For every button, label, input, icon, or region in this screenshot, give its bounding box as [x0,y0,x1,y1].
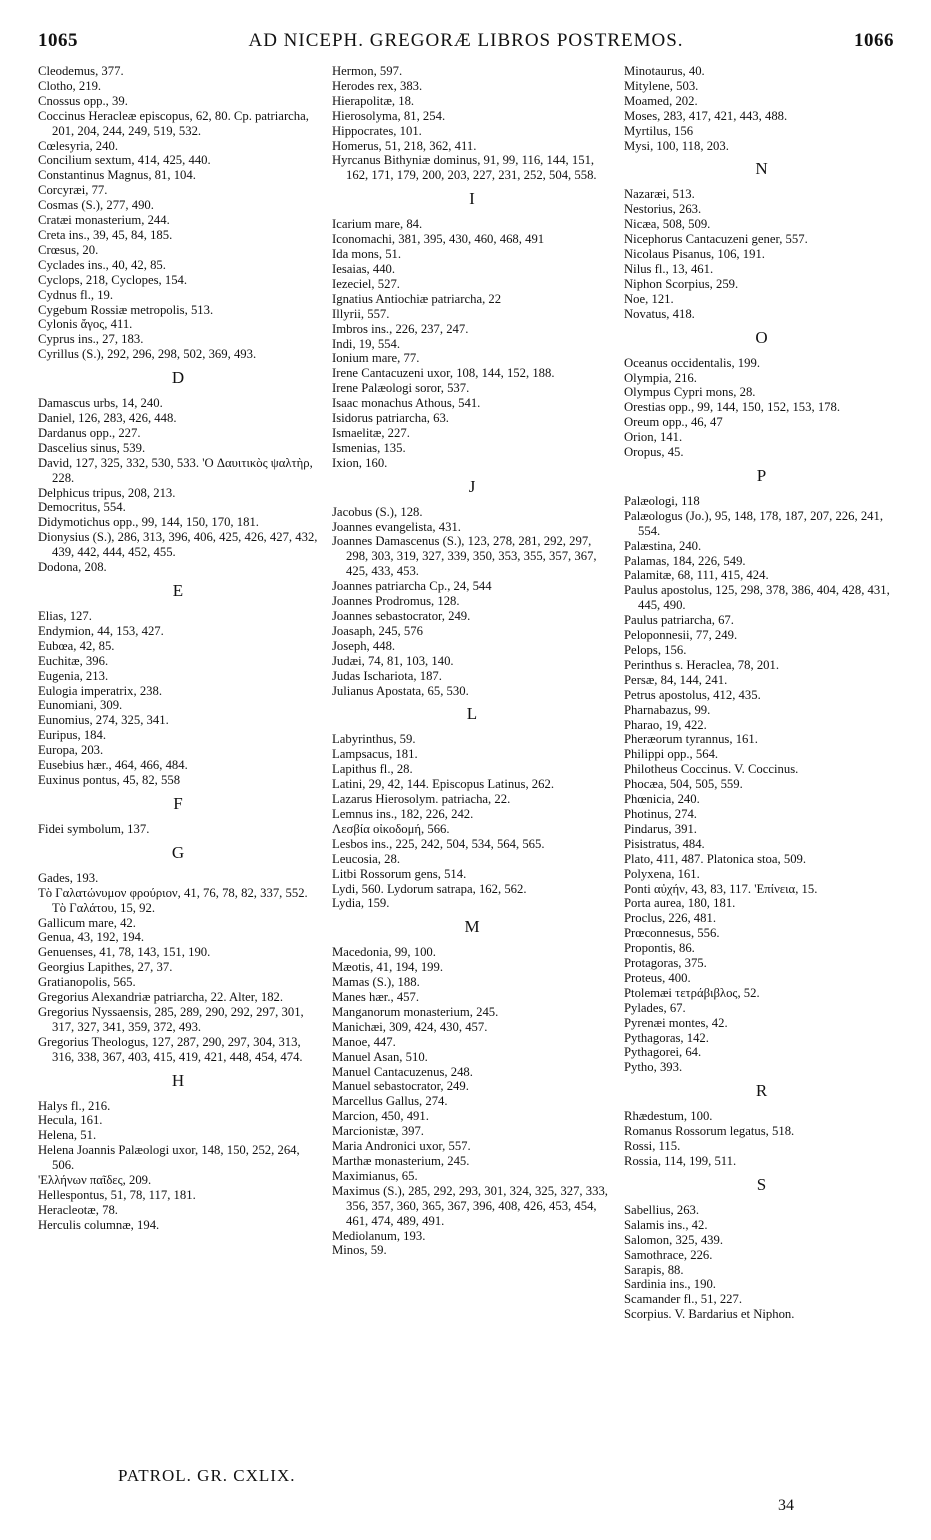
index-entry: Minos, 59. [332,1243,387,1258]
index-entry: Iezeciel, 527. [332,276,400,291]
index-entry: Joannes Damascenus (S.), 123, 278, 281, 292, 297, 298, 303, 319, 327, 339, 350, 353, 355, 357, 367, 425, 433, 453. [332,534,597,579]
index-entry: Manes hær., 457. [332,990,420,1005]
index-entry: Nilus fl., 13, 461. [624,261,714,276]
index-entry: Dodona, 208. [38,560,107,575]
index-entry: Latini, 29, 42, 144. Episcopus Latinus, 262. [332,777,555,792]
index-entry: Hyrcanus Bithyniæ dominus, 91, 99, 116, 144, 151, 162, 171, 179, 200, 203, 227, 231, 252, 504, 558. [332,153,597,183]
index-entry: Marcionistæ, 397. [332,1124,424,1139]
section-letter: D [171,368,185,388]
index-entry: Prœconnesus, 556. [624,926,720,941]
index-entry: Sarapis, 88. [624,1262,684,1277]
index-entry: Ignatius Antiochiæ patriarcha, 22 [332,291,502,306]
index-entry: Jacobus (S.), 128. [332,504,423,519]
index-entry: Nazaræi, 513. [624,187,695,202]
index-entry: Pharao, 19, 422. [624,717,707,732]
index-entry: Pharnabazus, 99. [624,702,711,717]
index-entry: Novatus, 418. [624,306,695,321]
index-entry: Lampsacus, 181. [332,747,418,762]
index-entry: Ionium mare, 77. [332,351,420,366]
index-entry: Gregorius Theologus, 127, 287, 290, 297, 304, 313, 316, 338, 367, 403, 415, 419, 421, 448, 454, 474. [38,1034,303,1064]
index-entry: Maximianus, 65. [332,1168,418,1183]
index-entry: Helena Joannis Palæologi uxor, 148, 150, 252, 264, 506. [38,1143,300,1173]
index-entry: Ismaelitæ, 227. [332,425,410,440]
index-entry: Manganorum monasterium, 245. [332,1004,499,1019]
index-entry: Photinus, 274. [624,806,697,821]
index-entry: Cydnus fl., 19. [38,287,114,302]
index-entry: Cnossus opp., 39. [38,93,128,108]
index-entry: Clotho, 219. [38,78,102,93]
index-entry: Mamas (S.), 188. [332,975,420,990]
index-entry: Cleodemus, 377. [38,64,124,78]
index-entry: Pytho, 393. [624,1060,683,1075]
index-entry: Ponti αὐχήν, 43, 83, 117. 'Επίνεια, 15. [624,881,818,896]
index-entry: Palæstina, 240. [624,538,702,553]
index-entry: Pythagorei, 64. [624,1045,702,1060]
signature-mark: PATROL. GR. CXLIX. [118,1466,296,1485]
index-entry: Cyprus ins., 27, 183. [38,332,144,347]
index-entry: Dionysius (S.), 286, 313, 396, 406, 425, 426, 427, 432, 439, 442, 444, 452, 455. [38,530,318,560]
index-entry: Marcion, 450, 491. [332,1109,429,1124]
section-letter: I [469,189,475,209]
index-entry: Hierapolitæ, 18. [332,93,415,108]
index-entry: Gratianopolis, 565. [38,975,136,990]
index-entry: Olympus Cypri mons, 28. [624,385,756,400]
index-entry: Ixion, 160. [332,455,388,470]
index-entry: Salamis ins., 42. [624,1217,708,1232]
index-entry: Pelops, 156. [624,643,687,657]
index-entry: Genuenses, 41, 78, 143, 151, 190. [38,945,211,960]
index-entry: Eugenia, 213. [38,668,109,683]
index-entry: Samothrace, 226. [624,1247,713,1262]
index-entry: Joannes patriarcha Cp., 24, 544 [332,579,492,594]
index-column-2 [332,64,612,1258]
index-entry: Manuel sebastocrator, 249. [332,1079,469,1094]
index-entry: Lapithus fl., 28. [332,762,413,777]
index-entry: Coccinus Heracleæ episcopus, 62, 80. Cp. patriarcha, 201, 204, 244, 249, 519, 532. [38,108,309,138]
index-entry: Cyclops, 218, Cyclopes, 154. [38,272,188,287]
index-entry: Euxinus pontus, 45, 82, 558 [38,772,181,787]
index-entry: Isaac monachus Athous, 541. [332,396,481,411]
index-entry: Dardanus opp., 227. [38,425,141,440]
index-entry: Propontis, 86. [624,941,695,956]
index-entry: Scorpius. V. Bardarius et Niphon. [624,1307,795,1322]
index-entry: 'Ελλήνων παῖδες, 209. [38,1173,152,1188]
index-entry: Cœlesyria, 240. [38,138,118,153]
index-entry: Lemnus ins., 182, 226, 242. [332,806,474,821]
index-entry: Plato, 411, 487. Platonica stoa, 509. [624,851,807,866]
index-entry: Pheræorum tyrannus, 161. [624,732,758,747]
index-entry: Persæ, 84, 144, 241. [624,672,728,687]
index-entry: Europa, 203. [38,743,104,758]
index-entry: Cygebum Rossiæ metropolis, 513. [38,302,214,317]
index-entry: Euripus, 184. [38,728,107,743]
section-letter: E [172,581,184,600]
index-entry: Niphon Scorpius, 259. [624,276,739,291]
index-entry: Gregorius Alexandriæ patriarcha, 22. Alter, 182. [38,990,284,1005]
section-letter: H [171,1070,185,1090]
index-entry: Cyrillus (S.), 292, 296, 298, 502, 369, 493. [38,347,257,362]
index-entry: Cylonis ἄγος, 411. [38,317,133,332]
index-entry: Elias, 127. [38,609,92,623]
index-entry: Porta aurea, 180, 181. [624,896,736,911]
index-entry: Maximus (S.), 285, 292, 293, 301, 324, 325, 327, 333, 356, 357, 360, 365, 367, 396, 408, 426, 453, 454, 461, 474, 489, 491. [332,1183,608,1228]
index-entry: Manuel Asan, 510. [332,1049,428,1064]
index-entry: Sardinia ins., 190. [624,1277,716,1292]
index-entry: Leucosia, 28. [332,851,400,866]
section-letter: O [755,327,768,347]
index-entry: Cyclades ins., 40, 42, 85. [38,257,166,272]
index-entry: Orestias opp., 99, 144, 150, 152, 153, 178. [624,400,841,415]
index-column-1 [38,64,318,1233]
section-letter: M [464,917,480,937]
index-entry: Salomon, 325, 439. [624,1232,724,1247]
index-entry: Democritus, 554. [38,500,126,515]
index-entry: Manoe, 447. [332,1034,396,1049]
index-entry: Mysi, 100, 118, 203. [624,138,729,153]
index-entry: Paulus patriarcha, 67. [624,613,734,628]
index-entry: David, 127, 325, 332, 530, 533. 'O Δαυιτικὸς ψαλτὴρ, 228. [38,455,313,485]
index-entry: Herculis columnæ, 194. [38,1217,160,1232]
index-entry: Olympia, 216. [624,370,697,385]
index-entry: Phocæa, 504, 505, 559. [624,777,743,792]
index-entry: Iconomachi, 381, 395, 430, 460, 468, 491 [332,232,545,247]
index-entry: Icarium mare, 84. [332,217,423,232]
index-entry: Hermon, 597. [332,64,403,78]
index-entry: Palæologi, 118 [624,493,700,508]
page-header [38,30,894,56]
index-entry: Pythagoras, 142. [624,1030,709,1045]
index-entry: Homerus, 51, 218, 362, 411. [332,138,477,153]
index-entry: Hellespontus, 51, 78, 117, 181. [38,1188,196,1202]
index-entry: Euchitæ, 396. [38,653,109,668]
index-entry: Cratæi monasterium, 244. [38,213,170,228]
index-entry: Gallicum mare, 42. [38,915,136,930]
section-letter: F [173,793,183,813]
index-entry: Lydi, 560. Lydorum satrapa, 162, 562. [332,881,527,896]
index-entry: Damascus urbs, 14, 240. [38,396,163,411]
index-column-3 [624,64,899,1322]
index-entry: Julianus Apostata, 65, 530. [332,683,469,698]
index-entry: Marthæ monasterium, 245. [332,1154,470,1168]
index-entry: Eunomiani, 309. [38,698,123,713]
index-entry: Litbi Rossorum gens, 514. [332,866,467,881]
index-entry: Petrus apostolus, 412, 435. [624,687,761,702]
index-entry: Crœsus, 20. [38,242,99,257]
index-entry: Perinthus s. Heraclea, 78, 201. [624,657,780,672]
index-entry: Manichæi, 309, 424, 430, 457. [332,1019,488,1034]
index-entry: Τὸ Γαλατώνυμον φρούριον, 41, 76, 78, 82, 337, 552. Τὸ Γαλάτου, 15, 92. [38,885,308,915]
index-entry: Manuel Cantacuzenus, 248. [332,1064,473,1079]
index-entry: Pisistratus, 484. [624,836,705,851]
section-letter: N [755,159,768,179]
index-entry: Rossia, 114, 199, 511. [624,1154,737,1168]
index-entry: Ptolemæi τετράβιβλος, 52. [624,985,760,1000]
index-entry: Nicolaus Pisanus, 106, 191. [624,247,765,262]
index-entry: Rhædestum, 100. [624,1109,713,1124]
index-entry: Iesaias, 440. [332,261,396,276]
index-entry: Genua, 43, 192, 194. [38,930,145,945]
index-entry: Oceanus occidentalis, 199. [624,355,760,370]
index-entry: Pyrenæi montes, 42. [624,1015,728,1030]
index-entry: Λεσβία οἰκοδομή, 566. [332,821,450,836]
index-entry: Oropus, 45. [624,445,684,460]
index-entry: Judæi, 74, 81, 103, 140. [332,653,454,668]
index-entry: Orion, 141. [624,430,683,445]
index-entry: Moamed, 202. [624,93,698,108]
section-letter: J [468,476,476,496]
index-entry: Eusebius hær., 464, 466, 484. [38,758,188,773]
index-entry: Imbros ins., 226, 237, 247. [332,321,469,336]
index-entry: Fidei symbolum, 137. [38,821,150,836]
index-entry: Didymotichus opp., 99, 144, 150, 170, 181. [38,515,259,530]
index-entry: Dascelius sinus, 539. [38,440,146,455]
index-entry: Pylades, 67. [624,1000,686,1015]
index-entry: Eubœa, 42, 85. [38,638,115,653]
running-title: AD NICEPH. GREGORÆ LIBROS POSTREMOS. [248,30,684,51]
index-entry: Philippi opp., 564. [624,747,719,762]
page-number: 34 [778,1497,794,1514]
index-entry: Gades, 193. [38,870,99,885]
index-entry: Mitylene, 503. [624,78,699,93]
index-entry: Endymion, 44, 153, 427. [38,623,164,638]
index-entry: Halys fl., 216. [38,1098,111,1113]
index-entry: Romanus Rossorum legatus, 518. [624,1124,795,1139]
index-entry: Noe, 121. [624,291,674,306]
index-entry: Sabellius, 263. [624,1202,700,1217]
index-entry: Indi, 19, 554. [332,336,401,351]
index-entry: Ismenias, 135. [332,440,406,455]
column-number-left: 1065 [38,30,78,51]
index-entry: Labyrinthus, 59. [332,732,416,747]
index-entry: Herodes rex, 383. [332,78,423,93]
index-entry: Lazarus Hierosolym. patriacha, 22. [332,792,511,807]
index-entry: Maria Andronici uxor, 557. [332,1139,471,1154]
section-letter: S [756,1174,767,1194]
index-entry: Isidorus patriarcha, 63. [332,411,449,426]
index-entry: Georgius Lapithes, 27, 37. [38,960,173,975]
index-entry: Joasaph, 245, 576 [332,623,423,638]
index-entry: Rossi, 115. [624,1139,681,1154]
index-entry: Moses, 283, 417, 421, 443, 488. [624,108,788,123]
index-entry: Eulogia imperatrix, 238. [38,683,163,698]
index-entry: Nicæa, 508, 509. [624,217,711,232]
index-entry: Concilium sextum, 414, 425, 440. [38,153,211,168]
index-entry: Minotaurus, 40. [624,64,705,78]
index-entry: Proteus, 400. [624,970,691,985]
index-entry: Lydia, 159. [332,896,390,911]
index-entry: Irene Palæologi soror, 537. [332,381,470,396]
index-entry: Corcyræi, 77. [38,183,108,198]
index-entry: Palamas, 184, 226, 549. [624,553,746,568]
index-entry: Joseph, 448. [332,638,396,653]
index-entry: Phœnicia, 240. [624,792,700,807]
index-entry: Eunomius, 274, 325, 341. [38,713,169,728]
index-entry: Joannes evangelista, 431. [332,519,461,534]
index-entry: Philotheus Coccinus. V. Coccinus. [624,762,799,777]
index-entry: Protagoras, 375. [624,956,707,971]
index-entry: Heracleotæ, 78. [38,1202,118,1217]
index-entry: Mediolanum, 193. [332,1228,426,1243]
index-entry: Illyrii, 557. [332,306,390,321]
index-entry: Scamander fl., 51, 227. [624,1292,743,1307]
index-entry: Mæotis, 41, 194, 199. [332,960,444,975]
index-entry: Daniel, 126, 283, 426, 448. [38,411,177,426]
index-entry: Gregorius Nyssaensis, 285, 289, 290, 292, 297, 301, 317, 327, 341, 359, 372, 493. [38,1004,304,1034]
column-number-right: 1066 [854,30,894,51]
index-entry: Macedonia, 99, 100. [332,945,436,960]
index-entry: Joannes sebastocrator, 249. [332,609,471,623]
index-entry: Polyxena, 161. [624,866,700,881]
section-letter: G [171,842,185,862]
index-entry: Ida mons, 51. [332,247,402,262]
index-entry: Delphicus tripus, 208, 213. [38,485,176,500]
index-entry: Myrtilus, 156 [624,123,694,138]
index-entry: Oreum opp., 46, 47 [624,415,723,430]
index-entry: Hierosolyma, 81, 254. [332,108,446,123]
section-letter: R [755,1081,768,1101]
index-entry: Lesbos ins., 225, 242, 504, 534, 564, 565. [332,836,545,851]
section-letter: P [756,465,767,485]
index-entry: Irene Cantacuzeni uxor, 108, 144, 152, 188. [332,366,555,381]
index-entry: Creta ins., 39, 45, 84, 185. [38,227,173,242]
index-entry: Pindarus, 391. [624,821,697,836]
index-entry: Judas Ischariota, 187. [332,668,442,683]
index-entry: Hippocrates, 101. [332,123,422,138]
index-entry: Constantinus Magnus, 81, 104. [38,168,196,183]
index-entry: Proclus, 226, 481. [624,911,716,926]
index-entry: Nestorius, 263. [624,202,702,217]
index-entry: Hecula, 161. [38,1113,103,1128]
index-entry: Peloponnesii, 77, 249. [624,628,738,643]
index-entry: Marcellus Gallus, 274. [332,1094,448,1109]
index-entry: Joannes Prodromus, 128. [332,594,460,609]
index-entry: Nicephorus Cantacuzeni gener, 557. [624,232,808,247]
index-entry: Cosmas (S.), 277, 490. [38,198,154,213]
index-entry: Helena, 51. [38,1128,97,1143]
index-entry: Palæologus (Jo.), 95, 148, 178, 187, 207, 226, 241, 554. [624,508,884,538]
index-entry: Paulus apostolus, 125, 298, 378, 386, 404, 428, 431, 445, 490. [624,583,890,613]
section-letter: L [466,704,478,724]
index-entry: Palamitæ, 68, 111, 415, 424. [624,568,769,583]
